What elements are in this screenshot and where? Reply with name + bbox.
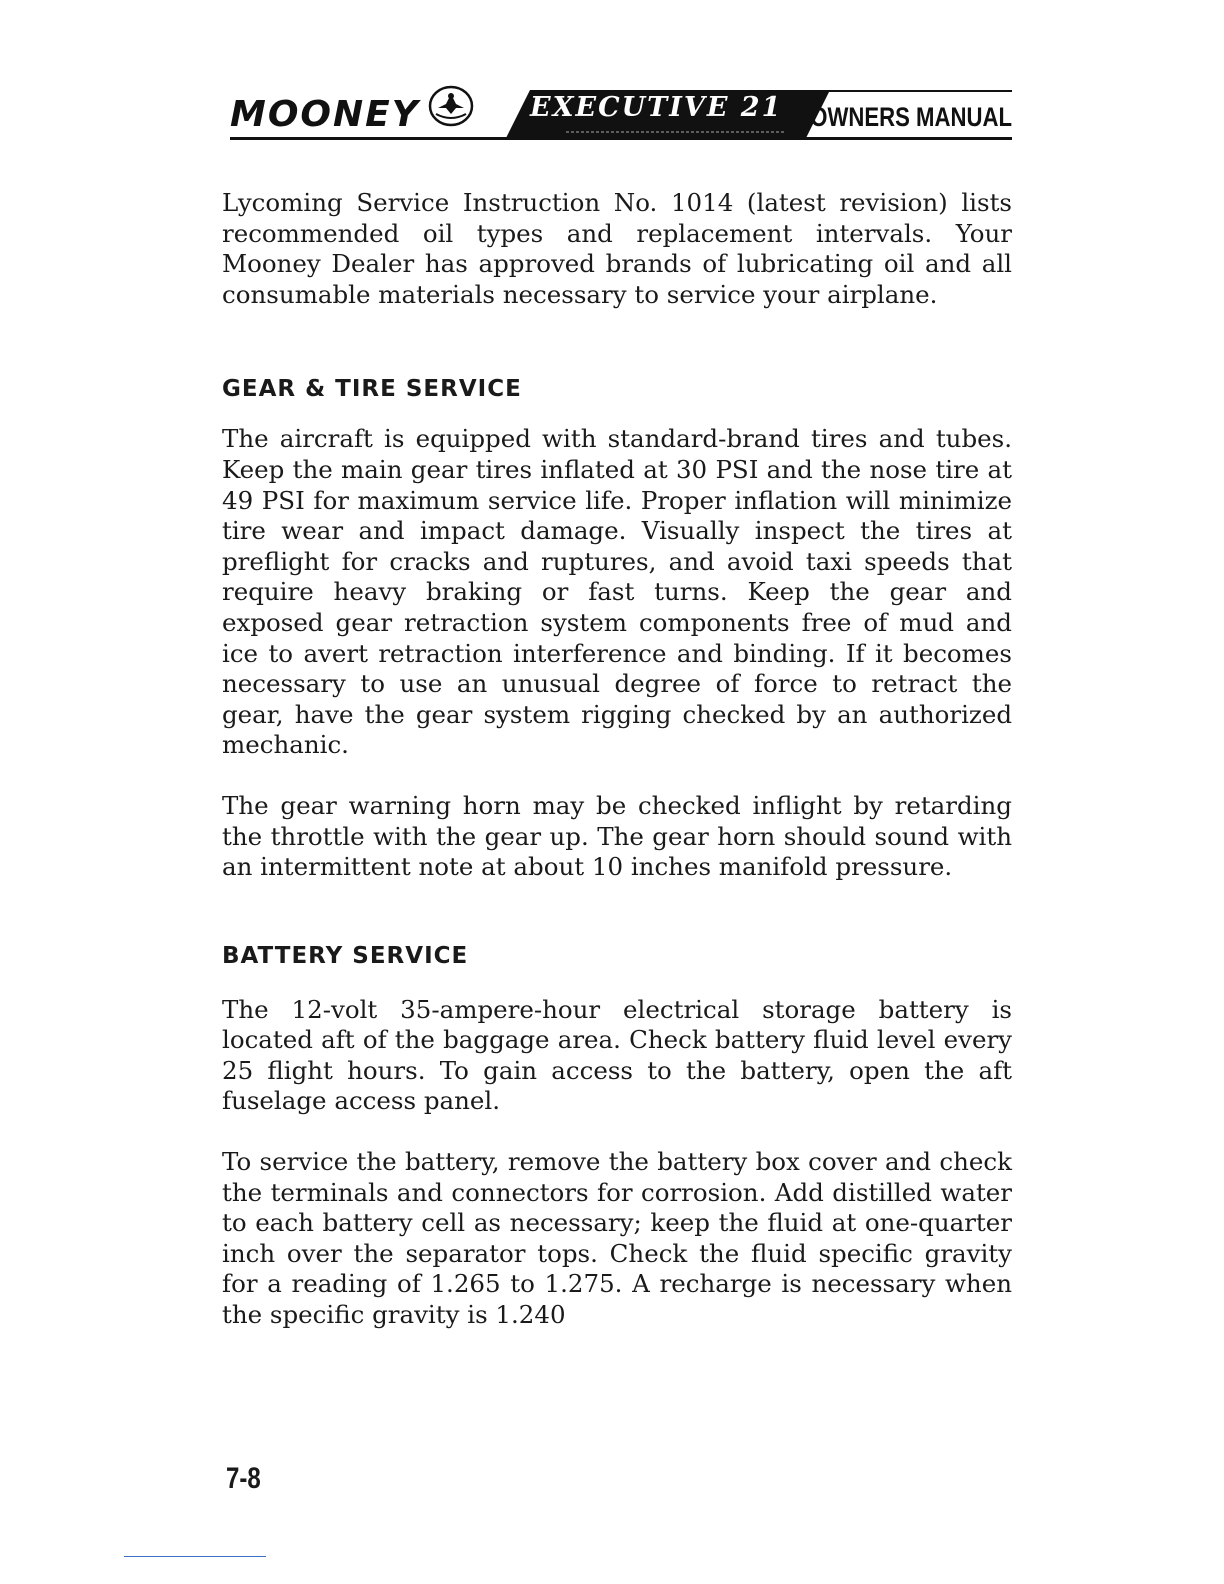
intro-paragraph: Lycoming Service Instruction No. 1014 (latest revision) lists recommended oil types and replacement intervals. Your Mooney Dealer has approved brands of lubricating oil and all consumable materials necessary to service your airplane.: [222, 188, 1012, 309]
header-rule-top: [810, 90, 1012, 92]
gear-tire-heading: GEAR & TIRE SERVICE: [222, 376, 522, 403]
page-header: [230, 82, 1012, 144]
page-content: [222, 188, 1012, 1331]
header-rule: [230, 137, 1012, 140]
footer-rule: [124, 1556, 266, 1557]
gear-paragraph-1: The aircraft is equipped with standard-brand tires and tubes. Keep the main gear tires inflated at 30 PSI and the nose tire at 49 PSI for maximum service life. Proper inflation will minimize tire wear and impact damage. Visually inspect the tires at preflight for cracks and ruptures, and avoid taxi speeds that require heavy braking or fast turns. Keep the gear and exposed gear retraction system components free of mud and ice to avert retraction interference and binding. If it becomes necessary to use an unusual degree of force to retract the gear, have the gear system rigging checked by an authorized mechanic.: [222, 424, 1012, 760]
brand-name: MOONEY: [230, 94, 420, 135]
battery-paragraph-2: To service the battery, remove the battery box cover and check the terminals and connectors for corrosion. Add distilled water to each battery cell as necessary; keep the fluid at one-quarter inch over the separator tops. Check the fluid specific gravity for a reading of 1.265 to 1.275. A recharge is necessary when the specific gravity is 1.240: [222, 1147, 1012, 1330]
battery-heading: BATTERY SERVICE: [222, 942, 469, 969]
mooney-emblem-icon: [426, 84, 476, 130]
model-name: EXECUTIVE 21: [530, 92, 783, 123]
manual-title: OWNERS MANUAL: [810, 102, 1012, 132]
battery-paragraph-1: The 12-volt 35-ampere-hour electrical storage battery is located aft of the baggage area. Check battery fluid level every 25 flight hours. To gain access to the battery, open the aft fuselage access panel.: [222, 994, 1012, 1116]
page-number: 7-8: [226, 1462, 261, 1495]
gear-paragraph-2: The gear warning horn may be checked inflight by retarding the throttle with the gear up. The gear horn should sound with an intermittent note at about 10 inches manifold pressure.: [222, 790, 1012, 882]
